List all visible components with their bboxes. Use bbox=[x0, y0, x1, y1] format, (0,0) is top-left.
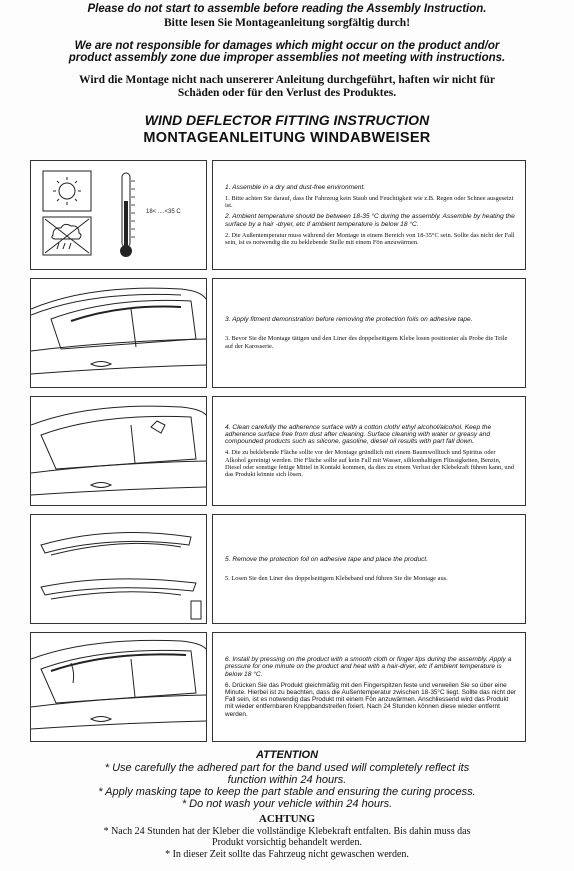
liability-de-line-1: Wird die Montage nicht nach unsererer Anleitung durchgeführt, haften wir nicht für bbox=[79, 74, 495, 86]
warning-read-instructions: Please do not start to assemble before reading the Assembly Instruction. bbox=[87, 3, 487, 15]
step-3-illustration bbox=[30, 278, 207, 388]
achtung-line-1a: * Nach 24 Stunden hat der Kleber die vollständige Klebekraft entfalten. Bis dahin muss das bbox=[103, 826, 471, 837]
step-6-en: 6. Install by pressing on the product with a smooth cloth or finger tips during the assembly. Apply a pressure for one minute on the product and heat with a hair-dryer, etc if ambient temperature is below 18 °C. bbox=[225, 656, 512, 678]
title-german: MONTAGEANLEITUNG WINDABWEISER bbox=[143, 130, 431, 146]
attention-line-1a: * Use carefully the adhered part for the band used will completely reflect its bbox=[104, 762, 470, 774]
cloth-icon bbox=[151, 421, 165, 433]
step-1-en: 1. Assemble in a dry and dust-free environment. bbox=[225, 183, 366, 191]
attention-line-1b: function within 24 hours. bbox=[227, 774, 347, 786]
attention-line-3: * Do not wash your vehicle within 24 hours. bbox=[181, 798, 393, 810]
liability-line-1: We are not responsible for damages which might occur on the product and/or bbox=[74, 40, 500, 52]
step-4-text bbox=[212, 396, 526, 506]
step-1-illustration bbox=[30, 160, 207, 270]
step-6-de: 6. Drücken Sie das Produkt gleichmäßig mit den Fingerspitzen feste und verweilen Sie so über eine Minute. Hierbei ist zu beachten, dass die Außentemperatur zwischen 18-35°C liegt. Sollte das nicht der Fall sein, ist es notwendig das Produkt mit einem Fön anzuwärmen. Anschliessend wird das Produkt mit wieder entfernbaren Kreppbandstreifen fixiert. Nach 24 Stunden können diese wieder entfernt werden. bbox=[225, 681, 516, 718]
step-4-en: 4. Clean carefully the adherence surface with a cotton cloth/ ethyl alcohol/alcohol. Keep the adherence surface free from dust after cleaning. Surface cleaning with water or greasy and compounded products such as silicone, gasoline, diesel oil results with part fall down. bbox=[225, 423, 492, 446]
step-5-en: 5. Remove the protection foil on adhesive tape and place the product. bbox=[225, 555, 429, 563]
attention-heading: ATTENTION bbox=[255, 749, 319, 761]
step-1-text bbox=[212, 160, 526, 270]
step-6-text bbox=[212, 632, 526, 742]
rain-cloud-crossed-icon bbox=[45, 219, 89, 253]
adhesive-tape-icon bbox=[191, 601, 201, 619]
liability-line-2: product assembly zone due improper assemblies not meeting with instructions. bbox=[68, 52, 506, 64]
achtung-heading: ACHTUNG bbox=[258, 813, 316, 825]
deflector-parts-drawing bbox=[31, 515, 206, 623]
title-english: WIND DEFLECTOR FITTING INSTRUCTION bbox=[144, 112, 430, 128]
step-2-de: 2. Die Außentemperatur muss während der Montage in einem Bereich von 18-35°C sein. Sollte das nicht der Fall sein, ist es notwendig die zu beklebende Stelle mit einem Fön anzuwärmen. bbox=[225, 231, 515, 246]
warning-read-instructions-de: Bitte lesen Sie Montageanleitung sorgfältig durch! bbox=[163, 17, 411, 29]
step-3-text bbox=[212, 278, 526, 388]
thermometer-icon bbox=[120, 173, 135, 257]
liability-de-line-2: Schäden oder für den Verlust des Produktes. bbox=[177, 87, 397, 99]
step-3-de: 3. Bevor Sie die Montage tätigen und den Liner des doppelseitigem Klebe losen positionier als Probe die Teile auf der Karosserie. bbox=[225, 335, 508, 350]
car-door-deflector-drawing bbox=[31, 279, 206, 387]
temperature-range-label: 18< ....<35 C bbox=[146, 209, 181, 215]
pressing-deflector-drawing bbox=[31, 633, 206, 741]
step-5-de: 5. Losen Sie den Liner des doppelseitigem Klebeband und führen Sie die Montage aus. bbox=[225, 575, 448, 582]
sun-icon bbox=[53, 177, 81, 205]
achtung-line-1b: Produkt vorsichtig behandelt werden. bbox=[212, 837, 362, 848]
step-4-de: 4. Die zu beklebende Fläche sollte vor der Montage gründlich mit einem Baumwolltuch und Spiritus oder Alkohol gereinigt werden. Die Fläche sollte auf kein Fall mit Wasser, silikonhaltigen Flüssigkeiten, Benzin, Diesel oder sonstige fettige Mittel in Kontakt kommen, da dies zu einem Verlust der Klebekraft führen kann, und das Produkt könnte sich lösen. bbox=[225, 449, 514, 478]
step-4-illustration bbox=[30, 396, 207, 506]
step-3-en: 3. Apply fitment demonstration before removing the protection foils on adhesive tape. bbox=[225, 316, 473, 324]
cleaning-hand-drawing bbox=[31, 397, 206, 505]
achtung-line-2: * In dieser Zeit sollte das Fahrzeug nicht gewaschen werden. bbox=[165, 849, 409, 860]
step-5-text bbox=[212, 514, 526, 624]
step-5-illustration bbox=[30, 514, 207, 624]
step-6-illustration bbox=[30, 632, 207, 742]
attention-line-2: * Apply masking tape to keep the part stable and ensuring the curing process. bbox=[98, 786, 476, 798]
step-1-de: 1. Bitte achten Sie darauf, dass Ihr Fahrzeug kein Staub und Feuchtigkeit wie z.B. Regen oder Schnee ausgesetzt ist. bbox=[225, 194, 514, 210]
step-2-en: 2. Ambient temperature should be between 18-35 °C during the assembly. Assemble by heating the surface by a hair -dryer, etc if ambient temperature is below 18 °C. bbox=[225, 213, 515, 228]
